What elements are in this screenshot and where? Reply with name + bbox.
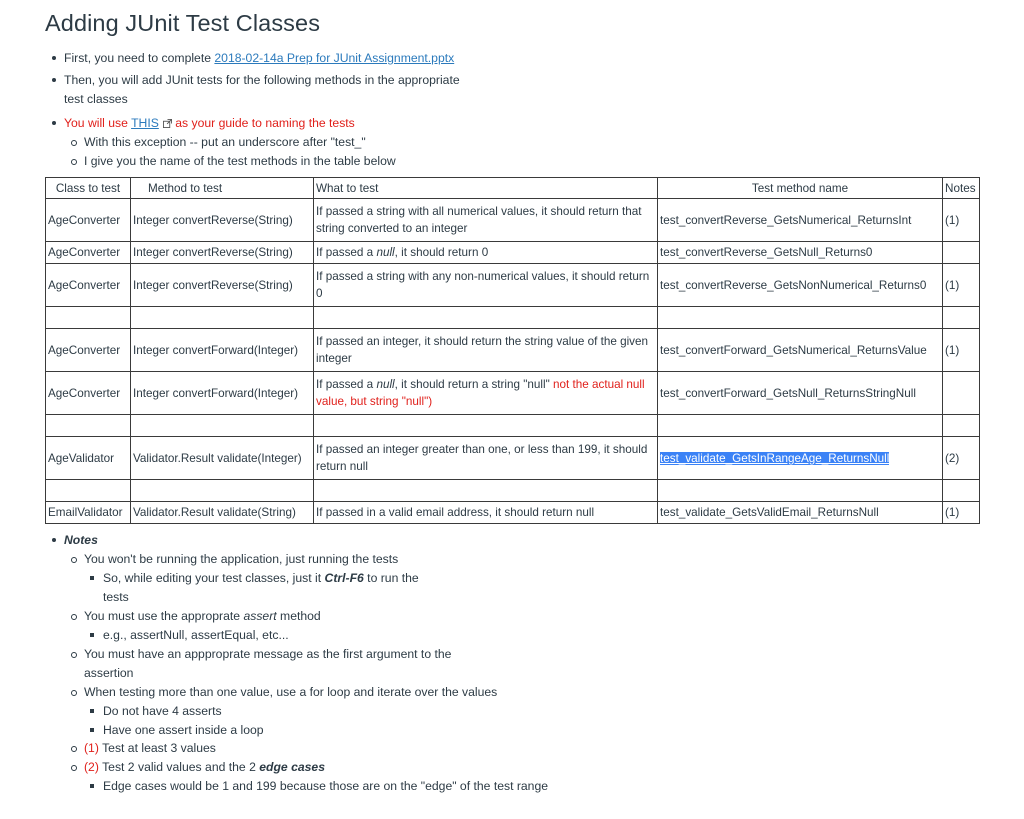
- note-4: When testing more than one value, use a for loop and iterate over the values: [84, 685, 498, 699]
- header-class-to-test: Class to test: [46, 178, 131, 199]
- table-row: [46, 329, 980, 372]
- intro-line-3-prefix: You will use: [64, 116, 132, 130]
- bullet: [71, 557, 77, 563]
- bullet: [71, 690, 77, 696]
- note-5: [84, 740, 216, 756]
- note-1a-key: Ctrl-F6: [324, 571, 364, 585]
- cell-test-name: test_validate_GetsValidEmail_ReturnsNull: [658, 502, 943, 524]
- page-title: Adding JUnit Test Classes: [45, 10, 321, 36]
- cell-method: Validator.Result validate(String): [131, 502, 314, 524]
- note-6: [84, 759, 325, 775]
- note-6-em: edge cases: [259, 760, 325, 774]
- table-row: [46, 264, 980, 307]
- cell-what: If passed an integer greater than one, or less than 199, it should return null: [314, 437, 658, 480]
- cell-method: Integer convertReverse(String): [131, 264, 314, 307]
- note-1a-text: So, while editing your test classes, just it: [103, 571, 325, 585]
- cell-class: AgeConverter: [46, 242, 131, 264]
- cell-method: Integer convertForward(Integer): [131, 372, 314, 415]
- bullet: [52, 78, 56, 82]
- test-methods-table: [45, 177, 980, 524]
- bullet: [71, 652, 77, 658]
- external-link-icon: [163, 119, 172, 128]
- cell-what: If passed an integer, it should return the string value of the given integer: [314, 329, 658, 372]
- note-2a: e.g., assertNull, assertEqual, etc...: [103, 628, 289, 642]
- bullet: [90, 784, 94, 788]
- what-text: , it should return a string "null": [394, 378, 550, 391]
- what-null: null: [376, 378, 395, 391]
- note-2-text: You must use the approprate: [84, 609, 244, 623]
- table-spacer-row: [46, 307, 980, 329]
- note-3b: assertion: [84, 666, 134, 680]
- cell-what: If passed in a valid email address, it should return null: [314, 502, 658, 524]
- bullet: [71, 765, 77, 771]
- table-spacer-row: [46, 415, 980, 437]
- table-spacer-row: [46, 480, 980, 502]
- what-text: If passed a: [316, 246, 377, 259]
- note-2-em: assert: [243, 609, 277, 623]
- note-6-marker: (2): [84, 760, 99, 774]
- bullet: [71, 159, 77, 165]
- intro-line-3: [64, 115, 355, 131]
- cell-test-name: test_convertForward_GetsNull_ReturnsStringNull: [658, 372, 943, 415]
- note-1a-text: to run the: [363, 571, 419, 585]
- intro-line-1-text: First, you need to complete: [64, 51, 215, 65]
- table-row: [46, 437, 980, 480]
- intro-line-2b: test classes: [64, 92, 128, 106]
- note-5-marker: (1): [84, 741, 99, 755]
- note-1a-cont: tests: [103, 590, 129, 604]
- cell-what: If passed a string with all numerical values, it should return that string converted to an integer: [314, 199, 658, 242]
- cell-note: [943, 372, 980, 415]
- bullet: [71, 614, 77, 620]
- table-row: [46, 372, 980, 415]
- what-null: null: [376, 246, 395, 259]
- cell-method: Integer convertReverse(String): [131, 199, 314, 242]
- cell-note: [943, 242, 980, 264]
- table-header-row: [46, 178, 980, 199]
- cell-test-name: test_convertForward_GetsNumerical_ReturnsValue: [658, 329, 943, 372]
- note-6a: Edge cases would be 1 and 199 because those are on the "edge" of the test range: [103, 779, 549, 793]
- cell-test-name: test_convertReverse_GetsNumerical_ReturnsInt: [658, 199, 943, 242]
- table-row: [46, 242, 980, 264]
- cell-note: (1): [943, 329, 980, 372]
- header-test-method-name: Test method name: [658, 178, 943, 199]
- cell-note: (1): [943, 264, 980, 307]
- table-row: [46, 502, 980, 524]
- bullet: [52, 121, 56, 125]
- intro-line-2a: Then, you will add JUnit tests for the following methods in the appropriate: [64, 73, 460, 87]
- note-2-text: method: [276, 609, 321, 623]
- selected-text[interactable]: test_validate_GetsInRangeAge_ReturnsNull: [660, 451, 890, 465]
- cell-test-name: test_convertReverse_GetsNull_Returns0: [658, 242, 943, 264]
- cell-class: AgeConverter: [46, 329, 131, 372]
- header-what-to-test: What to test: [314, 178, 658, 199]
- what-text: , it should return 0: [394, 246, 489, 259]
- cell-class: AgeConverter: [46, 199, 131, 242]
- intro-line-3-suffix: as your guide to naming the tests: [171, 116, 355, 130]
- note-1: You won't be running the application, just running the tests: [84, 552, 399, 566]
- cell-method: Integer convertForward(Integer): [131, 329, 314, 372]
- notes-heading: Notes: [64, 533, 98, 547]
- bullet: [90, 633, 94, 637]
- cell-what: If passed a string with any non-numerical values, it should return 0: [314, 264, 658, 307]
- cell-what: [314, 372, 658, 415]
- what-red-note: not the actual null value, but string "null"): [316, 378, 645, 408]
- cell-test-name: [658, 437, 943, 480]
- cell-test-name: test_convertReverse_GetsNonNumerical_Returns0: [658, 264, 943, 307]
- cell-method: Validator.Result validate(Integer): [131, 437, 314, 480]
- bullet: [52, 56, 56, 60]
- what-text: If passed a: [316, 378, 377, 391]
- cell-note: (1): [943, 502, 980, 524]
- table-row: [46, 199, 980, 242]
- cell-class: AgeConverter: [46, 372, 131, 415]
- bullet: [71, 140, 77, 146]
- note-5-text: Test at least 3 values: [98, 741, 216, 755]
- cell-note: (1): [943, 199, 980, 242]
- cell-method: Integer convertReverse(String): [131, 242, 314, 264]
- header-method-to-test: Method to test: [131, 178, 314, 199]
- cell-what: [314, 242, 658, 264]
- note-1a: [103, 570, 419, 586]
- note-4b: Have one assert inside a loop: [103, 723, 264, 737]
- note-2: [84, 608, 321, 624]
- note-6-text: Test 2 valid values and the 2: [98, 760, 260, 774]
- cell-class: EmailValidator: [46, 502, 131, 524]
- bullet: [90, 576, 94, 580]
- header-notes: Notes: [943, 178, 980, 199]
- naming-guide-link[interactable]: THIS: [131, 116, 159, 130]
- intro-line-1: [64, 50, 454, 66]
- bullet: [90, 728, 94, 732]
- prep-pptx-link[interactable]: 2018-02-14a Prep for JUnit Assignment.pptx: [214, 51, 455, 65]
- note-3a: You must have an appproprate message as the first argument to the: [84, 647, 452, 661]
- cell-note: (2): [943, 437, 980, 480]
- cell-class: AgeValidator: [46, 437, 131, 480]
- bullet: [52, 538, 56, 542]
- note-4a: Do not have 4 asserts: [103, 704, 222, 718]
- bullet: [90, 709, 94, 713]
- intro-sub-2: I give you the name of the test methods in the table below: [84, 154, 396, 168]
- cell-class: AgeConverter: [46, 264, 131, 307]
- bullet: [71, 746, 77, 752]
- intro-sub-1: With this exception -- put an underscore after "test_": [84, 135, 366, 149]
